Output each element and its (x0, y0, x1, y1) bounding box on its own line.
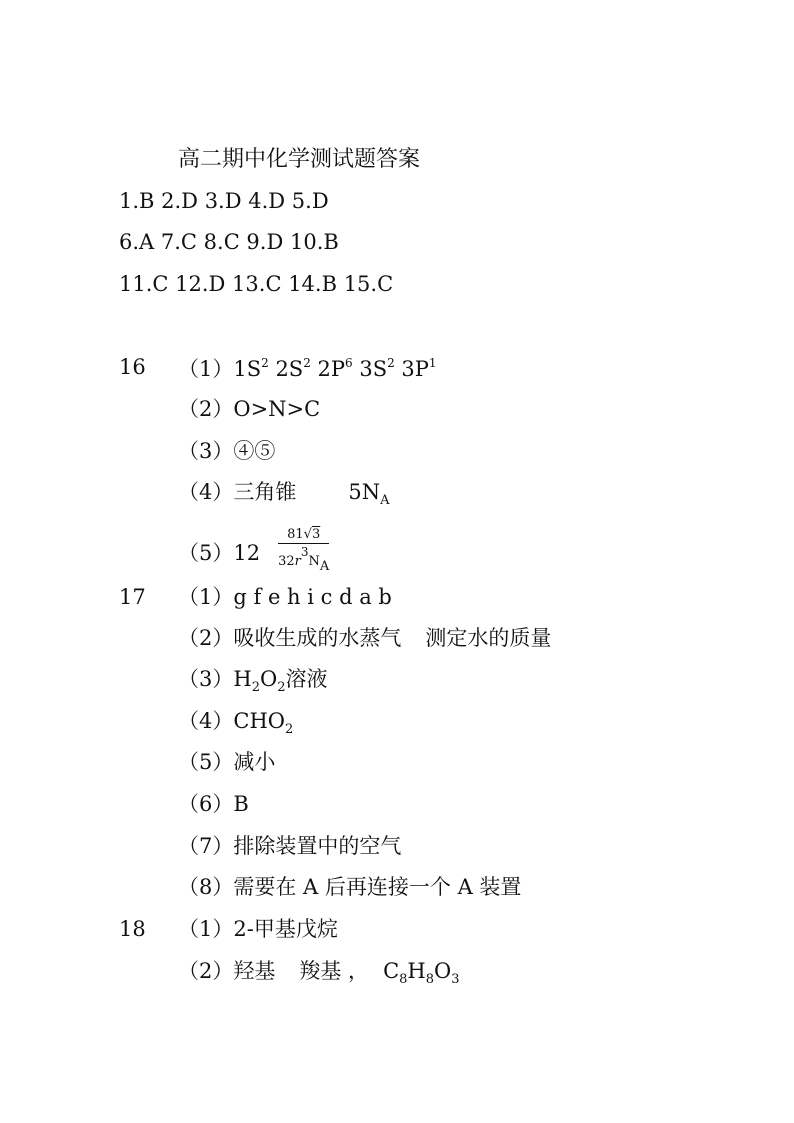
q16-part-5 (178, 527, 330, 577)
q17-part-2-answer-a: 吸收生成的水蒸气 (233, 626, 402, 650)
q17-part-3 (178, 669, 327, 694)
q17-part-7-answer: 排除装置中的空气 (233, 834, 402, 858)
q16-part-3 (178, 441, 275, 462)
q17-part-5-answer: 减小 (233, 750, 276, 774)
fraction-numerator: 81√3 (278, 528, 329, 544)
choice-answers-line-1: 1.B 2.D 3.D 4.D 5.D (119, 189, 329, 213)
q17-part-7-label: （7） (178, 834, 234, 858)
q18-part-1-label: （1） (178, 917, 234, 941)
q17-part-6-answer: B (233, 792, 249, 816)
density-fraction (278, 528, 329, 573)
q17-part-5 (178, 752, 275, 773)
q16-part-1 (178, 357, 437, 380)
question-17-number: 17 (119, 585, 146, 609)
q18-part-2-label: （2） (178, 959, 234, 983)
q18-part-1 (178, 919, 338, 940)
q17-part-8-answer: 需要在 A 后再连接一个 A 装置 (233, 875, 522, 899)
q17-part-1-label: （1） (178, 585, 234, 609)
q17-part-4-answer: $CHO_2$ (233, 709, 294, 737)
q17-part-4-label: （4） (178, 709, 234, 733)
q16-part-5-label: （5） (178, 541, 234, 565)
electron-configuration: $1S^2$ $2S^2$ $2P^6$ $3S^2$ $3P^1$ (233, 356, 437, 381)
q16-part-4-label: （4） (178, 480, 234, 504)
q16-part-2-answer: O>N>C (233, 397, 321, 421)
q16-part-3-label: （3） (178, 439, 234, 463)
q16-part-4 (178, 482, 390, 507)
q17-part-2 (178, 628, 551, 649)
q17-part-8-label: （8） (178, 875, 234, 899)
q17-part-2-label: （2） (178, 626, 234, 650)
q17-part-1 (178, 587, 392, 608)
choice-answers-line-3: 11.C 12.D 13.C 14.B 15.C (119, 272, 394, 296)
q16-part-2-label: （2） (178, 397, 234, 421)
q18-part-1-answer: 2-甲基戊烷 (233, 917, 338, 941)
q17-part-7 (178, 836, 401, 857)
fraction-denominator: $32r^3N_A$ (278, 545, 330, 574)
q17-part-6 (178, 794, 249, 815)
q17-part-6-label: （6） (178, 792, 234, 816)
molecular-formula: $C_8H_8O_3$ (383, 959, 460, 987)
question-16-number: 16 (119, 355, 146, 379)
page-title: 高二期中化学测试题答案 (178, 147, 421, 172)
q18-part-2 (178, 961, 460, 986)
q18-part-2-answer-b: 羧基 ， (299, 959, 370, 983)
q16-part-5-answer: 12 (233, 541, 261, 565)
q17-part-4 (178, 711, 293, 736)
choice-answers-line-2: 6.A 7.C 8.C 9.D 10.B (119, 230, 339, 254)
q17-part-8 (178, 877, 521, 898)
q16-part-2 (178, 399, 320, 420)
q16-part-4-value: $5N_A$ (348, 480, 390, 508)
question-18-number: 18 (119, 917, 146, 941)
q17-part-1-answer: g f e h i c d a b (233, 585, 392, 609)
q17-part-5-label: （5） (178, 750, 234, 774)
q16-part-1-label: （1） (178, 357, 234, 381)
q16-part-4-answer: 三角锥 (233, 480, 297, 504)
q17-part-2-answer-b: 测定水的质量 (425, 626, 552, 650)
q17-part-3-answer: $H_2O_2$溶液 (233, 667, 328, 695)
q16-part-3-answer: ④⑤ (233, 439, 276, 463)
q17-part-3-label: （3） (178, 667, 234, 691)
q18-part-2-answer-a: 羟基 (233, 959, 276, 983)
